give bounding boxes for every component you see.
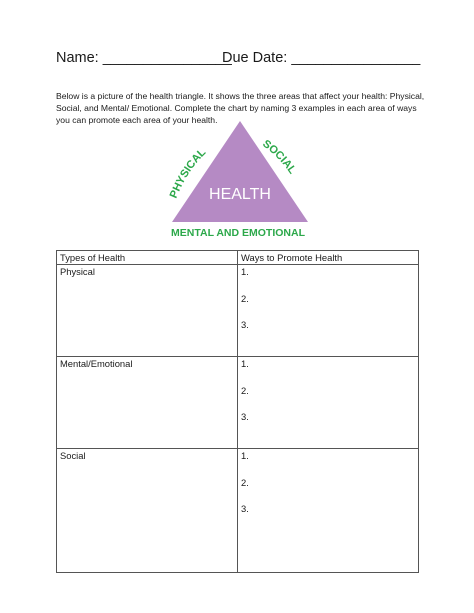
triangle-right-label: SOCIAL bbox=[260, 137, 299, 177]
way-item: 1. bbox=[241, 358, 249, 369]
table-row-social bbox=[57, 449, 419, 573]
way-item: 3. bbox=[241, 503, 249, 514]
column-header-types-of-health: Types of Health bbox=[57, 251, 238, 265]
ways-list bbox=[241, 450, 415, 530]
name-field-label: Name: ________________ bbox=[56, 50, 232, 66]
way-item: 3. bbox=[241, 319, 249, 330]
way-item: 1. bbox=[241, 450, 249, 461]
triangle-left-label: PHYSICAL bbox=[167, 146, 209, 201]
header-row bbox=[56, 50, 436, 74]
triangle-center-label: HEALTH bbox=[209, 186, 271, 203]
column-header-ways-to-promote: Ways to Promote Health bbox=[238, 251, 419, 265]
health-type-cell: Mental/Emotional bbox=[57, 357, 238, 449]
health-triangle-svg bbox=[150, 115, 330, 245]
table-row-mental-emotional bbox=[57, 357, 419, 449]
triangle-bottom-label: MENTAL AND EMOTIONAL bbox=[171, 227, 305, 239]
instructions-text: Below is a picture of the health triangle. It shows the three areas that affect your health: Physical, Social, and Mental/ Emotional. Complete the chart by naming 3 examples in each area of ways you can promote each area of your health. bbox=[56, 90, 425, 126]
health-triangle-figure bbox=[150, 115, 330, 245]
ways-list bbox=[241, 266, 415, 346]
health-chart-table bbox=[56, 250, 419, 573]
way-item: 2. bbox=[241, 292, 249, 304]
ways-list bbox=[241, 358, 415, 438]
health-type-cell: Social bbox=[57, 449, 238, 573]
way-item: 2. bbox=[241, 476, 249, 488]
table-row-physical bbox=[57, 265, 419, 357]
ways-cell[interactable] bbox=[238, 357, 419, 449]
way-item: 2. bbox=[241, 384, 249, 396]
way-item: 3. bbox=[241, 411, 249, 422]
health-type-cell: Physical bbox=[57, 265, 238, 357]
ways-cell[interactable] bbox=[238, 265, 419, 357]
way-item: 1. bbox=[241, 266, 249, 277]
ways-cell[interactable] bbox=[238, 449, 419, 573]
table-header-row bbox=[57, 251, 419, 265]
due-date-field-label: Due Date: ________________ bbox=[222, 50, 421, 66]
